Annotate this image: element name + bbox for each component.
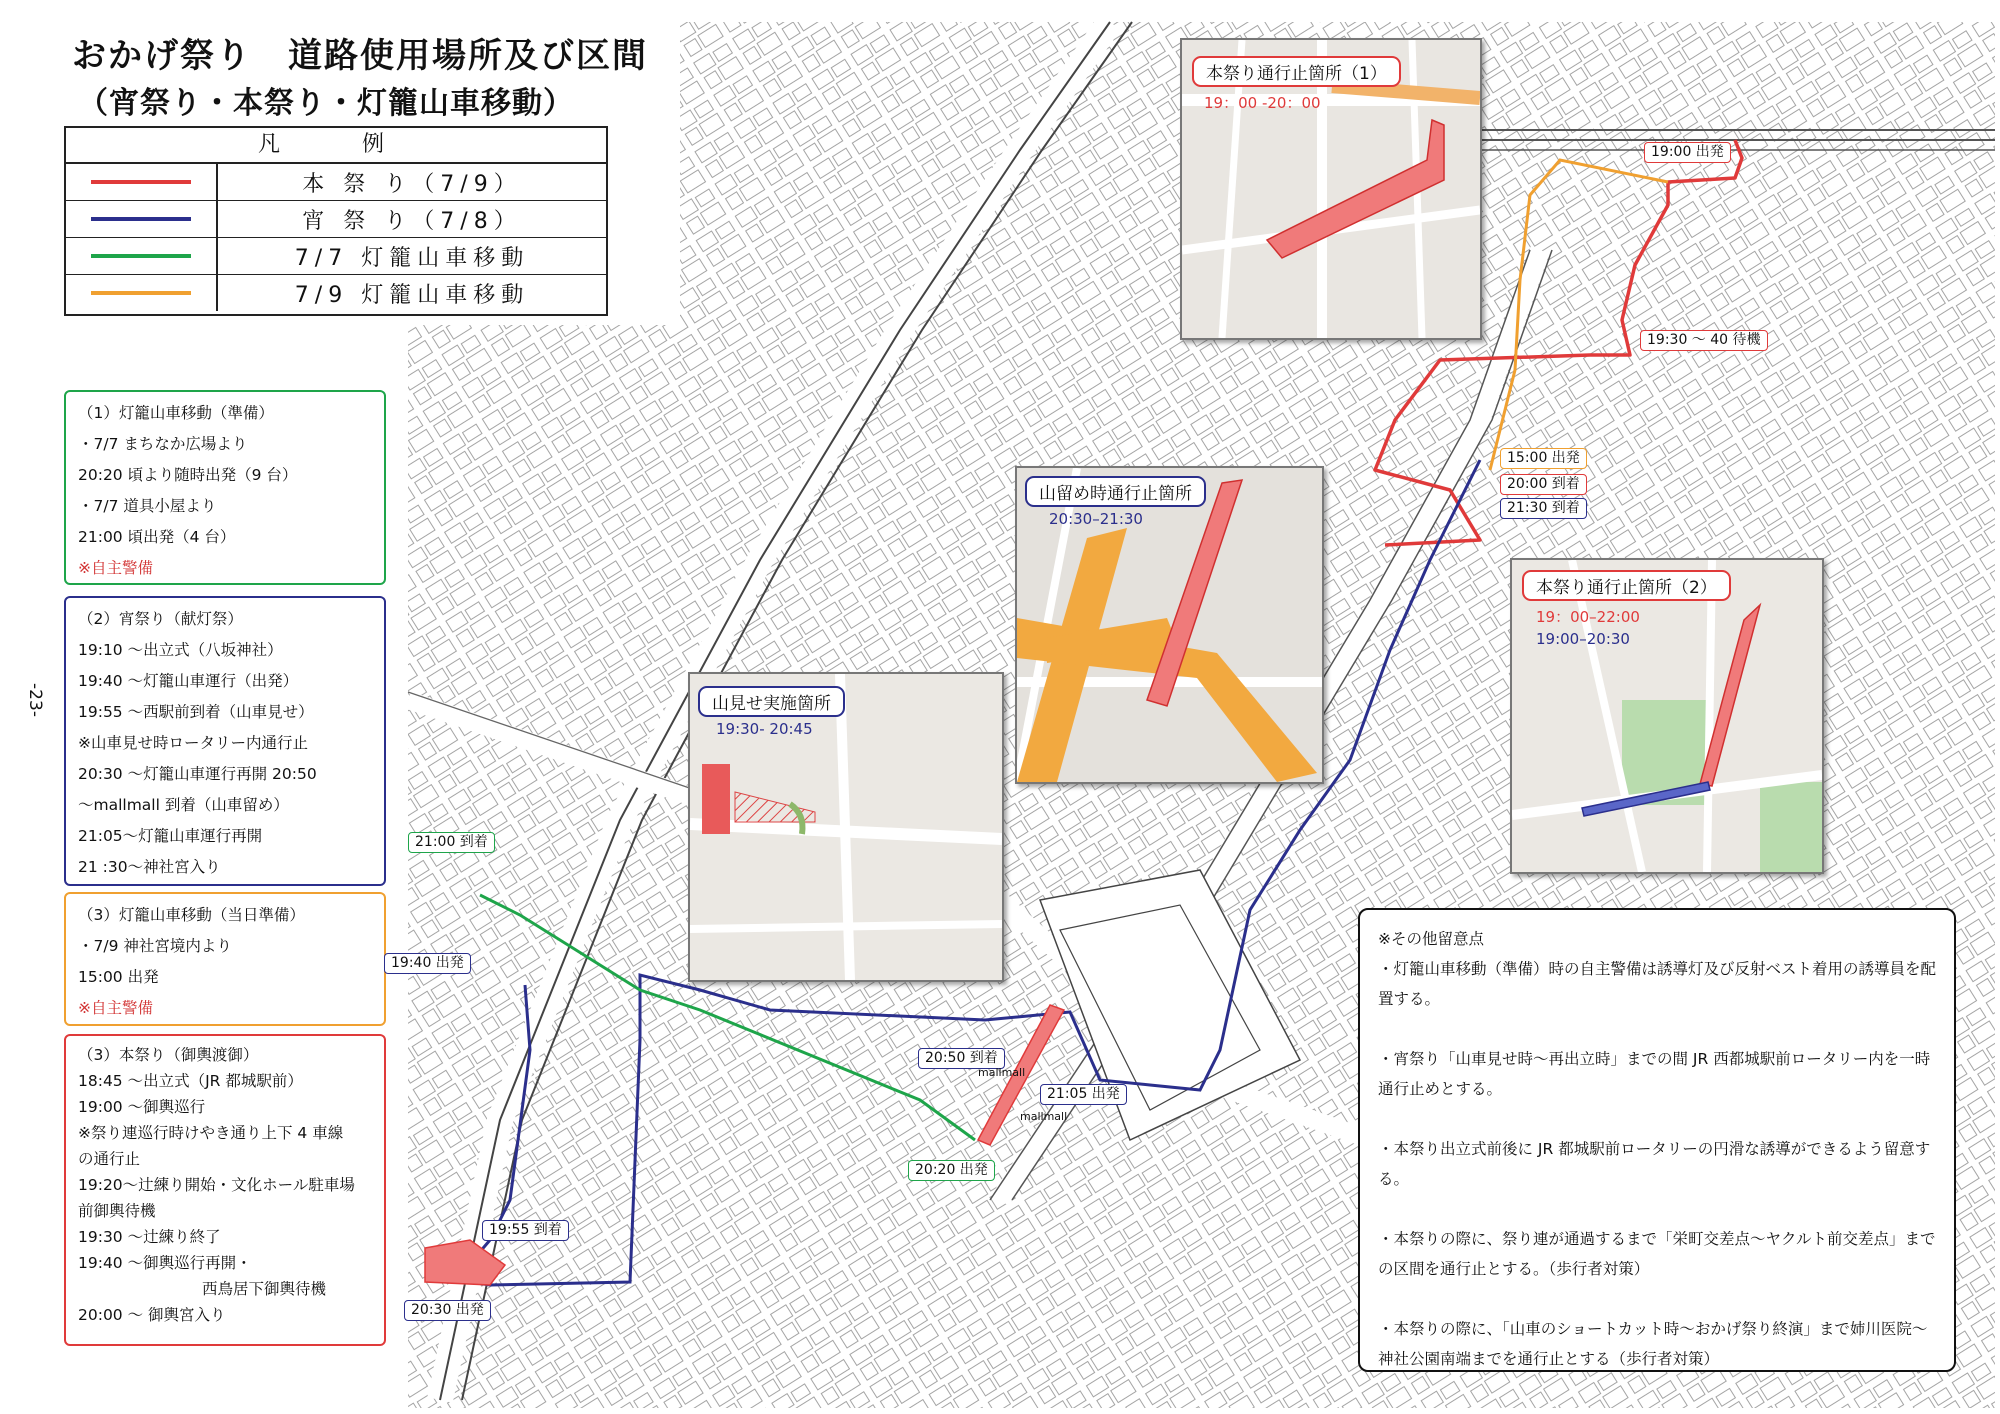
inset-time: 19:30- 20:45 [716, 720, 813, 738]
panel-line: 19:20～辻練り開始・文化ホール駐車場 [78, 1176, 355, 1194]
note-item: ・灯籠山車移動（準備）時の自主警備は誘導灯及び反射ベスト着用の誘導員を配置する。 [1378, 960, 1937, 1008]
panel-same-day-move [64, 892, 386, 1026]
note-item: ・本祭りの際に、祭り連が通過するまで「栄町交差点～ヤクルト前交差点」までの区間を通行止とする。（歩行者対策） [1378, 1230, 1936, 1278]
legend-label: 宵 祭 り（7/8） [302, 208, 522, 234]
panel-line: （3）灯籠山車移動（当日準備） [78, 906, 305, 924]
panel-line: 20:20 頃より随時出発（9 台） [78, 466, 298, 484]
legend-row [66, 164, 606, 201]
panel-line: 21 :30～神社宮入り [78, 858, 221, 876]
time-label: 20:50 到着 [918, 1048, 1005, 1069]
panel-line: ～mallmall 到着（山車留め） [78, 796, 289, 814]
inset-title: 本祭り通行止箇所（1） [1192, 56, 1401, 87]
inset-yamadome [1015, 466, 1324, 784]
panel-line: 19:40 ～灯籠山車運行（出発） [78, 672, 299, 690]
time-label: 21:00 到着 [408, 832, 495, 853]
legend-row [66, 201, 606, 238]
map-label-mallmall: mallmall [978, 1066, 1026, 1079]
legend-swatch-red [91, 180, 191, 184]
panel-line: 19:10 ～出立式（八坂神社） [78, 641, 283, 659]
panel-line: （3）本祭り（御輿渡御） [78, 1046, 259, 1064]
inset-title: 山留め時通行止箇所 [1025, 476, 1206, 507]
panel-line: ・7/7 道具小屋より [78, 497, 217, 515]
panel-line: 19:30 ～辻練り終了 [78, 1228, 221, 1246]
time-label: 19:30 ～ 40 待機 [1640, 330, 1768, 351]
panel-line: 21:00 頃出発（4 台） [78, 528, 236, 546]
legend-label: 7/9 灯籠山車移動 [294, 282, 530, 308]
panel-preparation-move [64, 390, 386, 585]
time-label: 20:00 到着 [1500, 474, 1587, 495]
inset-closure-1 [1180, 38, 1482, 340]
panel-yoi-matsuri [64, 596, 386, 886]
panel-line: ※自主警備 [78, 999, 153, 1017]
panel-line: 19:55 ～西駅前到着（山車見せ） [78, 703, 314, 721]
legend-label: 7/7 灯籠山車移動 [294, 245, 530, 271]
note-item: ・宵祭り「山車見せ時～再出立時」までの間 JR 西都城駅前ロータリー内を一時通行止めとする。 [1378, 1050, 1931, 1098]
note-item: ・本祭りの際に、「山車のショートカット時～おかげ祭り終演」まで姉川医院～神社公園南端までを通行止とする（歩行者対策） [1378, 1320, 1928, 1368]
panel-line: 20:30 ～灯籠山車運行再開 20:50 [78, 765, 317, 783]
time-label: 20:20 出発 [908, 1160, 995, 1181]
legend-swatch-blue [91, 217, 191, 221]
time-label: 15:00 出発 [1500, 448, 1587, 469]
time-label: 21:30 到着 [1500, 498, 1587, 519]
page-number: -23- [24, 683, 45, 717]
map-label-mallmall: mallmall [1020, 1110, 1068, 1123]
panel-line: 15:00 出発 [78, 968, 159, 986]
inset-time: 19:00–20:30 [1536, 630, 1630, 648]
panel-line: 西鳥居下御輿待機 [78, 1280, 327, 1298]
panel-line: の通行止 [78, 1150, 141, 1168]
legend-header: 凡 例 [66, 128, 606, 164]
panel-line: 21:05～灯籠山車運行再開 [78, 827, 263, 845]
inset-title: 本祭り通行止箇所（2） [1522, 570, 1731, 601]
panel-line: 19:00 ～御輿巡行 [78, 1098, 206, 1116]
time-label: 19:55 到着 [482, 1220, 569, 1241]
panel-hon-matsuri [64, 1034, 386, 1346]
legend [64, 126, 608, 316]
panel-line: ※自主警備 [78, 559, 153, 577]
panel-line: 前御輿待機 [78, 1202, 156, 1220]
notes-header: ※その他留意点 [1378, 930, 1484, 948]
inset-closure-2 [1510, 558, 1824, 874]
note-item: ・本祭り出立式前後に JR 都城駅前ロータリーの円滑な誘導ができるよう留意する。 [1378, 1140, 1931, 1188]
page-title: おかげ祭り 道路使用場所及び区間 [72, 36, 648, 76]
inset-yamamise [688, 672, 1004, 982]
panel-line: （1）灯籠山車移動（準備） [78, 404, 274, 422]
time-label: 19:40 出発 [384, 953, 471, 974]
time-label: 19:00 出発 [1644, 142, 1731, 163]
legend-row [66, 275, 606, 311]
time-label: 20:30 出発 [404, 1300, 491, 1321]
legend-swatch-green [91, 254, 191, 258]
panel-line: ※山車見せ時ロータリー内通行止 [78, 734, 308, 752]
legend-label: 本 祭 り（7/9） [302, 171, 522, 197]
panel-line: ※祭り連巡行時けやき通り上下 4 車線 [78, 1124, 344, 1142]
notes-box [1358, 908, 1956, 1372]
inset-time: 19：00–22:00 [1536, 608, 1640, 626]
panel-line: ・7/9 神社宮境内より [78, 937, 232, 955]
panel-line: 18:45 ～出立式（JR 都城駅前） [78, 1072, 303, 1090]
time-label: 21:05 出発 [1040, 1084, 1127, 1105]
panel-line: ・7/7 まちなか広場より [78, 435, 248, 453]
panel-line: 20:00 ～ 御輿宮入り [78, 1306, 226, 1324]
panel-line: （2）宵祭り（献灯祭） [78, 610, 243, 628]
page-subtitle: （宵祭り・本祭り・灯籠山車移動） [78, 86, 574, 121]
legend-row [66, 238, 606, 275]
inset-time: 19：00 -20：00 [1204, 94, 1321, 112]
legend-swatch-orange [91, 291, 191, 295]
inset-title: 山見せ実施箇所 [698, 686, 845, 717]
panel-line: 19:40 ～御輿巡行再開・ [78, 1254, 252, 1272]
inset-time: 20:30–21:30 [1049, 510, 1143, 528]
